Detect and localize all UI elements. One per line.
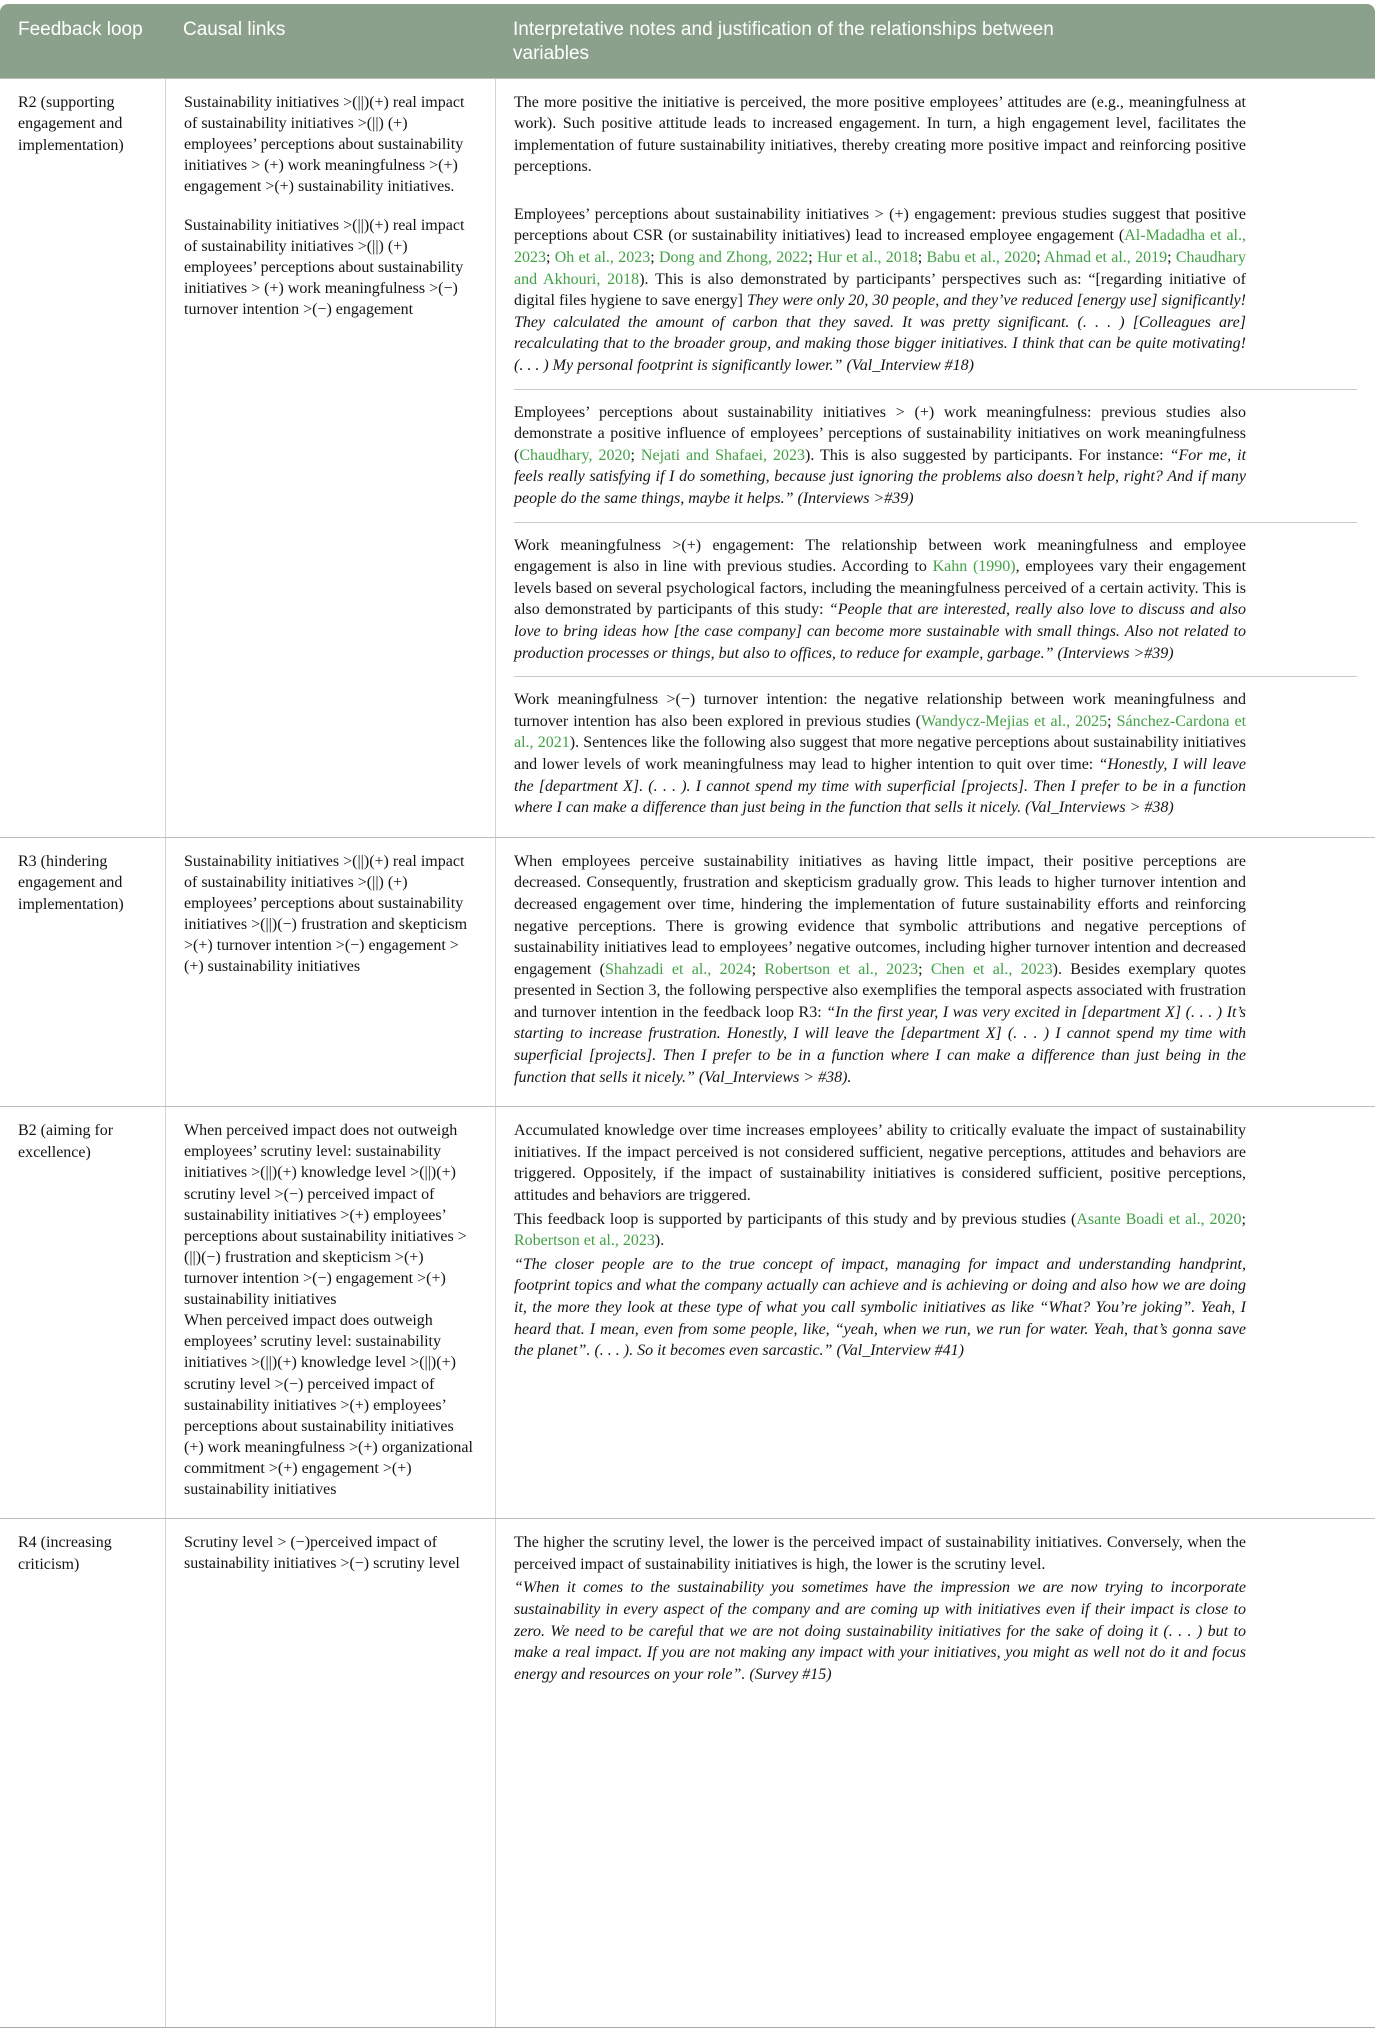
notes-cell	[495, 838, 1375, 1107]
feedback-loop-label: R4 (increasing criticism)	[18, 1534, 112, 1573]
causal-link-text: When perceived impact does not outweigh employees’ scrutiny level: sustainability initiatives >(||)(+) knowledge level >(||)(+) scrutiny level >(−) perceived impact of sustainability initiatives >(+) employees’ perceptions about sustainability initiatives >(||)(−) frustration and skepticism >(+) turnover intention >(−) engagement >(+) sustainability initiatives	[184, 1122, 467, 1309]
note-text-segment: Employees’ perceptions about sustainability initiatives > (+) engagement: previous studies suggest that positive perceptions about CSR (or sustainability initiatives) lead to increased employee engagement (	[514, 205, 1246, 245]
note-paragraph	[514, 1532, 1246, 1575]
note-text-segment: The higher the scrutiny level, the lower is the perceived impact of sustainability initiatives. Conversely, when the perceived impact of sustainability initiatives is high, the lower is the scrutiny level.	[514, 1534, 1246, 1573]
note-text-segment: Accumulated knowledge over time increases employees’ ability to critically evaluate the impact of sustainability initiatives. If the impact perceived is not considered sufficient, negative perceptions, attitudes and behaviors are triggered. Oppositely, if the impact of sustainability initiatives is considered sufficient, positive perceptions, attitudes and behaviors are triggered.	[514, 1122, 1246, 1205]
causal-link-text: Sustainability initiatives >(||)(+) real impact of sustainability initiatives >(||) (+) employees’ perceptions about sustainability initiatives > (+) work meaningfulness >(−) turnover intention >(−) engagement	[184, 217, 465, 319]
causal-link-text: Scrutiny level > (−)perceived impact of sustainability initiatives >(−) scrutiny level	[184, 1534, 460, 1573]
table-row	[0, 837, 1375, 1107]
note-text-segment: ). This is also demonstrated by participants’ perspectives such as: “[regarding initiative of digital files hygiene to save energy]	[514, 270, 1247, 310]
table-row	[0, 1106, 1375, 1518]
note-block	[514, 204, 1357, 377]
note-text-segment: ). This is also suggested by participants. For instance:	[805, 446, 1170, 464]
note-text-segment: ;	[1241, 1210, 1246, 1228]
note-text-segment: ;	[751, 960, 765, 978]
note-block	[514, 522, 1357, 665]
table-row	[0, 78, 1375, 837]
note-text-segment: ;	[918, 960, 931, 978]
note-paragraph	[514, 402, 1246, 510]
note-text-segment: ). Sentences like the following also suggest that more negative perceptions about sustainability initiatives and lower levels of work meaningfulness may lead to higher intention to quit over time:	[514, 734, 1247, 773]
feedback-loop-cell	[0, 1519, 165, 2027]
feedback-loop-label: R2 (supporting engagement and implementation)	[18, 93, 124, 154]
note-text-segment: ;	[808, 249, 817, 267]
citation-link[interactable]: Babu et al., 2020	[926, 249, 1037, 267]
citation-link[interactable]: Chaudhary, 2020	[519, 446, 631, 464]
citation-link[interactable]: Al-Madadha et al., 2023	[514, 227, 1246, 267]
citation-link[interactable]: Robertson et al., 2023	[514, 1232, 655, 1250]
feedback-loop-cell	[0, 1107, 165, 1518]
note-paragraph	[514, 1577, 1246, 1685]
note-block	[514, 1209, 1357, 1252]
citation-link[interactable]: Ahmad et al., 2019	[1044, 249, 1168, 267]
notes-cell	[495, 1107, 1375, 1518]
causal-link-text: Sustainability initiatives >(||)(+) real impact of sustainability initiatives >(||) (+) employees’ perceptions about sustainability initiatives >(||)(−) frustration and skepticism >(+) turnover intention >(−) engagement >(+) sustainability initiatives	[184, 852, 468, 976]
note-text-segment: ).	[654, 1232, 665, 1250]
note-text-segment: ;	[917, 249, 927, 267]
causal-links-cell	[165, 838, 495, 1107]
note-text-segment: They were only 20, 30 people, and they’ve reduced [energy use] significantly! They calculated the amount of carbon that they saved. It was pretty significant. (. . . ) [Colleagues are] recalculating that to the broader group, and making those bigger initiatives. I think that can be quite motivating! (. . . ) My personal footprint is significantly lower.” (Val_Interview #18)	[514, 292, 1246, 375]
note-text-segment: Employees’ perceptions about sustainability initiatives > (+) work meaningfulness: previous studies also demonstrate a positive influence of employees’ perceptions of sustainability initiatives on work meaningfulness (	[514, 403, 1246, 464]
citation-link[interactable]: Asante Boadi et al., 2020	[1076, 1210, 1242, 1228]
citation-link[interactable]: Oh et al., 2023	[554, 249, 651, 267]
feedback-loop-label: B2 (aiming for excellence)	[18, 1122, 114, 1161]
header-cell-interpretative-notes: Interpretative notes and justification of the relationships between variables	[513, 19, 1054, 64]
note-text-segment: ;	[1167, 249, 1176, 267]
citation-link[interactable]: Dong and Zhong, 2022	[658, 249, 809, 267]
note-paragraph	[514, 92, 1246, 178]
feedback-loops-table	[0, 4, 1375, 2028]
note-block	[514, 1577, 1357, 1685]
causal-links-cell	[165, 1519, 495, 2027]
citation-link[interactable]: Shahzadi et al., 2024	[604, 960, 752, 978]
citation-link[interactable]: Wandycz-Mejias et al., 2025	[920, 712, 1108, 730]
note-block	[514, 92, 1357, 178]
note-text-segment: “The closer people are to the true concept of impact, managing for impact and understanding handprint, footprint topics and what the company actually can achieve and is achieving or doing and also how we are doing it, the more they look at these type of what you call symbolic initiatives as like “What? You’re joking”. Yeah, I heard that. I mean, even from some people, like, “yeah, when we run, we run for water. Yeah, that’s gonna save the planet”. (. . . ). So it becomes even sarcastic.” (Val_Interview #41)	[514, 1255, 1246, 1360]
feedback-loop-cell	[0, 79, 165, 837]
note-block	[514, 1120, 1357, 1206]
note-text-segment: “Honestly, I will leave the [department X]. (. . . ). I cannot spend my time with superficial [projects]. Then I prefer to be in a function where I can make a difference than just being in the function that sells it nicely. (Val_Interviews > #38)	[514, 755, 1246, 817]
note-text-segment: “In the first year, I was very excited in [department X] (. . . ) It’s starting to increase frustration. Honestly, I will leave the [department X] (. . . ) I cannot spend my time with superficial [projects]. Then I prefer to be in a function where I can make a difference than just being in the function that sells it nicely.” (Val_Interviews > #38).	[514, 1003, 1246, 1086]
note-text-segment: , employees vary their engagement levels based on several psychological factors, including the meaningfulness perceived of a certain activity. This is also demonstrated by participants of this study:	[514, 558, 1247, 619]
note-text-segment: This feedback loop is supported by participants of this study and by previous studies (	[514, 1210, 1077, 1228]
note-text-segment: ;	[650, 249, 659, 267]
note-text-segment: “When it comes to the sustainability you sometimes have the impression we are now trying to incorporate sustainability in every aspect of the company and are coming up with initiatives even if their impact is close to zero. We need to be careful that we are not doing sustainability initiatives for the sake of doing it (. . . ) but to make a real impact. If you are not making any impact with your initiatives, you might as well not do it and focus energy and resources on your role”. (Survey #15)	[514, 1579, 1246, 1683]
note-paragraph	[514, 1120, 1246, 1206]
note-text-segment: “People that are interested, really also love to discuss and also love to bring ideas how [the case company] can become more sustainable with small things. Also not related to production processes or things, but also to offices, to reduce for example, garbage.” (Interviews >#39)	[514, 601, 1246, 662]
note-text-segment: When employees perceive sustainability initiatives as having little impact, their positive perceptions are decreased. Consequently, frustration and skepticism gradually grow. This leads to higher turnover intention and decreased engagement over time, hindering the implementation of future sustainability efforts and reinforcing negative perceptions. There is growing evidence that symbolic attributions and negative perceptions of sustainability initiatives lead to employees’ negative outcomes, including higher turnover intention and decreased engagement (	[514, 852, 1246, 978]
note-block	[514, 851, 1357, 1089]
citation-link[interactable]: Kahn (1990)	[932, 558, 1016, 576]
causal-link-text: When perceived impact does outweigh employees’ scrutiny level: sustainability initiatives >(||)(+) knowledge level >(||)(+) scrutiny level >(−) perceived impact of sustainability initiatives >(+) employees’ perceptions about sustainability initiatives (+) work meaningfulness >(+) organizational commitment >(+) engagement >(+) sustainability initiatives	[184, 1312, 473, 1499]
citation-link[interactable]: Chen et al., 2023	[930, 960, 1053, 978]
notes-cell	[495, 1519, 1375, 2027]
note-paragraph	[514, 204, 1246, 377]
citation-link[interactable]: Sánchez-Cardona et al., 2021	[514, 712, 1247, 752]
notes-cell	[495, 79, 1375, 837]
causal-links-cell	[165, 79, 495, 837]
citation-link[interactable]: Hur et al., 2018	[816, 249, 918, 267]
note-block	[514, 1254, 1357, 1362]
citation-link[interactable]: Nejati and Shafaei, 2023	[640, 446, 806, 464]
feedback-loop-label: R3 (hindering engagement and implementation)	[18, 852, 124, 913]
note-paragraph	[514, 689, 1246, 819]
note-block	[514, 676, 1357, 819]
citation-link[interactable]: Robertson et al., 2023	[764, 960, 919, 978]
header-cell-feedback-loop: Feedback loop	[18, 19, 143, 40]
note-text-segment: “For me, it feels really satisfying if I do something, because just ignoring the problems also doesn’t help, right? And if many people do the same things, maybe it helps.” (Interviews >#39)	[514, 446, 1247, 507]
note-block	[514, 389, 1357, 510]
note-text-segment: Work meaningfulness >(+) engagement: The relationship between work meaningfulness and employee engagement is also in line with previous studies. According to	[514, 536, 1246, 576]
note-text-segment: ). Besides exemplary quotes presented in Section 3, the following perspective also exemplifies the temporal aspects associated with frustration and turnover intention in the feedback loop R3:	[514, 960, 1246, 1021]
note-text-segment: The more positive the initiative is perceived, the more positive employees’ attitudes are (e.g., meaningfulness at work). Such positive attitude leads to increased engagement. In turn, a high engagement level, facilitates the implementation of future sustainability initiatives, thereby creating more positive impact and reinforcing positive perceptions.	[514, 93, 1246, 176]
note-text-segment: Work meaningfulness >(−) turnover intention: the negative relationship between work meaningfulness and turnover intention has also been explored in previous studies (	[514, 691, 1246, 730]
feedback-loop-cell	[0, 838, 165, 1107]
note-text-segment: ;	[630, 446, 641, 464]
note-text-segment: ;	[546, 249, 555, 267]
table-row	[0, 1518, 1375, 2027]
note-paragraph	[514, 1254, 1246, 1362]
note-paragraph	[514, 1209, 1246, 1252]
table-header	[0, 4, 1375, 78]
note-text-segment: ;	[1036, 249, 1045, 267]
causal-links-cell	[165, 1107, 495, 1518]
header-cell-causal-links: Causal links	[183, 19, 286, 40]
note-paragraph	[514, 851, 1246, 1089]
causal-link-text: Sustainability initiatives >(||)(+) real impact of sustainability initiatives >(||) (+) employees’ perceptions about sustainability initiatives > (+) work meaningfulness >(+) engagement >(+) sustainability initiatives.	[184, 93, 465, 195]
note-block	[514, 1532, 1357, 1575]
note-paragraph	[514, 535, 1246, 665]
citation-link[interactable]: Chaudhary and Akhouri, 2018	[514, 249, 1247, 288]
note-text-segment: ;	[1107, 712, 1117, 730]
